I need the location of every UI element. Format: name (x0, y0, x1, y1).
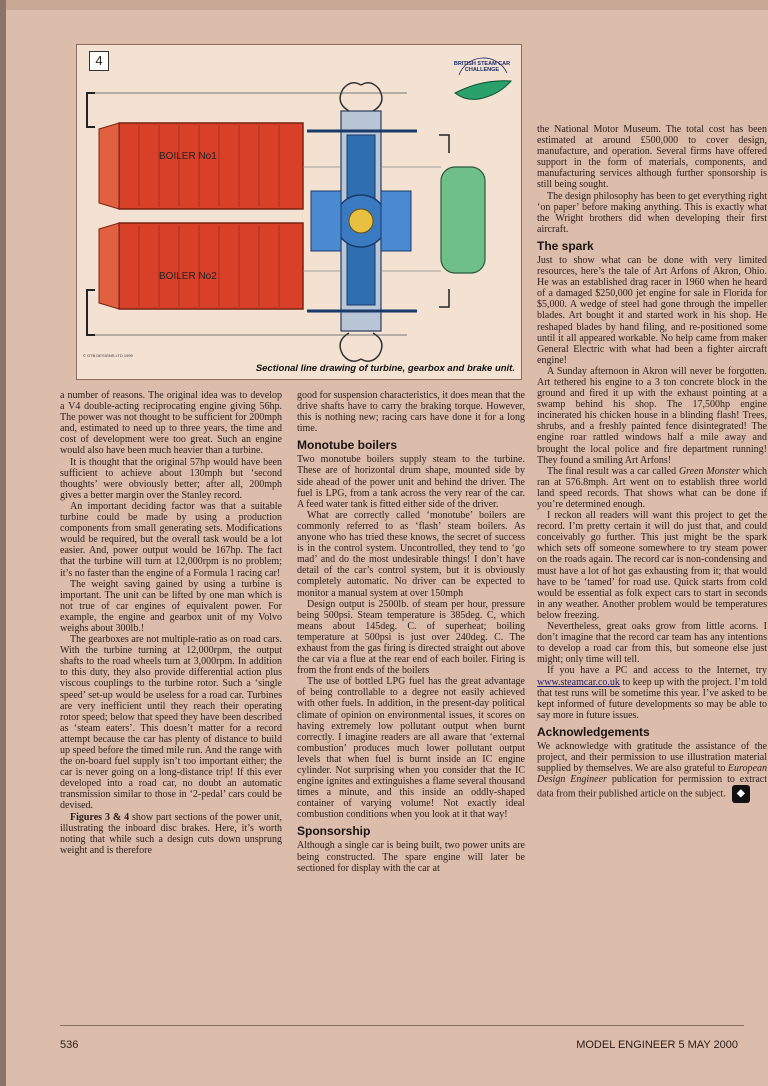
col2-paragraph-2: Two monotube boilers supply steam to the turbine. These are of horizontal drum shape, mounted side by side ahead of the power unit and behind the driver. The fuel is LPG, from a tank across the very rear of the car. A feed water tank is fitted either side of the driver. (297, 454, 525, 510)
col3-paragraph-8 (537, 665, 767, 720)
page-top-edge (0, 0, 768, 10)
steamcar-website-link[interactable]: www.steamcar.co.uk (537, 676, 620, 688)
col1-paragraph-1: a number of reasons. The original idea was to develop a V4 double-acting reciprocating engine giving 56hp. The power was not thought to be sufficient for 200mph and, estimated to need up to three years, the time and cost of development were too great. Such an engine would also have been much heavier than a turbine. (60, 390, 282, 457)
footer-rule (60, 1025, 744, 1026)
steam-car-challenge-logo (449, 51, 515, 113)
col2-paragraph-1: good for suspension characteristics, it does mean that the drive shafts have to carry the braking torque. However, this is nothing new; racing cars have done it for a long time. (297, 390, 525, 435)
col3-paragraph-4: A Sunday afternoon in Akron will never be forgotten. Art tethered his engine to a 3 ton concrete block in the ground and fired it up with the exhaust pointing at a swamp behind his shop. The 17,500hp engine incinerated his chicken house in a blinding flash! Trees, shrubs, and a freshly painted fence disintegrated! The engine roar rattled windows half a mile away and brought the local police and fire department running! They found a smiling Art Arfons! (537, 365, 767, 466)
logo-text: BRITISH STEAM CAR CHALLENGE (453, 61, 511, 73)
col3-paragraph-8-text-a: If you have a PC and access to the Internet, try (547, 665, 767, 677)
end-of-article-icon: ◆ (732, 785, 750, 803)
figure-caption: Sectional line drawing of turbine, gearbox and brake unit. (255, 363, 515, 374)
col1-paragraph-6 (60, 812, 282, 856)
green-monster-name: Green Monster (678, 465, 740, 477)
col3-paragraph-1: the National Motor Museum. The total cost has been estimated at around £500,000 to cover design, manufacture, and operation. Several firms have offered support in the form of materials, components, and manufacturing services although further sponsorship is still being sought. (537, 124, 767, 191)
col3-paragraph-2: The design philosophy has been to get everything right ‘on paper’ before making anything. This is exactly what the Wright brothers did when developing their first aircraft. (537, 190, 767, 235)
figure-copyright: © GTB DESIGNS LTD 1999 (83, 353, 133, 358)
col3-paragraph-5 (537, 466, 767, 510)
col3-paragraph-9-text-a: We acknowledge with gratitude the assistance of the project, and their permission to use illustration material supplied by themselves. We are also grateful to (537, 740, 767, 775)
heading-monotube-boilers: Monotube boilers (297, 438, 397, 453)
figure-4 (76, 44, 522, 380)
heading-the-spark: The spark (537, 238, 594, 253)
column-1 (60, 390, 282, 856)
page-binding-edge (0, 0, 6, 1086)
col2-paragraph-5: The use of bottled LPG fuel has the great advantage of being controllable to a degree not easily achieved with other fuels. In addition, in the present-day political climate of opinion on environmental issues, it scores on having extremely low pollutant output when burnt correctly. I imagine readers are all aware that ‘external combustion’ produces much lower pollutant output levels that when fuel is burnt inside an IC engine cylinder. Not surprising when you consider that the IC engine ignites and extinguishes a flame several thousand times a minute, and this inside an oddly-shaped container of varying volume! Not exactly ideal combustion conditions when you look at it that way! (297, 676, 525, 821)
column-2 (297, 390, 525, 874)
heading-sponsorship: Sponsorship (297, 824, 371, 839)
boiler-2-label: BOILER No2 (159, 271, 217, 282)
col1-paragraph-6-text: show part sections of the power unit, illustrating the inboard disc brakes. Here, it’s worth noting that while such a design cuts down unsprung weight and is therefore (60, 811, 282, 856)
col1-paragraph-2: It is thought that the original 57hp would have been sufficient to achieve about 130mph but ‘second thoughts’ were obviously better; after all, 200mph gives a better margin over the Stanley record. (60, 456, 282, 501)
col2-paragraph-3: What are correctly called ‘monotube’ boilers are commonly referred to as ‘flash’ steam boilers. As anyone who has tried these knows, the secret of success is in the control system. Uncontrolled, they tend to ‘go mad’ and do the most undesirable things! I don’t have detail of the car’s control system, but it is obviously completely automatic. No driver can be expected to monitor a manual system at over 150mph (297, 509, 525, 599)
col2-paragraph-4: Design output is 2500lb. of steam per hour, pressure being 500psi. Steam temperature is 385deg. C, which means about 145deg. C. of superheat; boiling temperature at 500psi is just over 240deg. C. The exhaust from the gas firing is directed straight out above the car via a flue at the rear end of each boiler. Firing is from the front ends of the boilers (297, 598, 525, 677)
col3-paragraph-5-text-b: which ran at 576.8mph. Art went on to establish three world land speed records. That shows what can be done if you’re determined enough. (537, 465, 767, 510)
col3-paragraph-3: Just to show what can be done with very limited resources, here’s the tale of Art Arfons of Akron, Ohio. He was an established drag racer in 1960 when he heard of a damaged $250,000 jet engine for sale in Florida for $5,000. A wedge of steel had gone through the impeller blades. Art bought it and started work in his shop. He reshaped blades by hand filing, and re-positioned some until it all appeared workable. No help came from maker General Electric with what had been a fighter aircraft engine! (537, 254, 767, 366)
figures-reference: Figures 3 & 4 (70, 811, 130, 823)
publication-name: European Design Engineer (537, 763, 767, 786)
col3-paragraph-6: I reckon all readers will want this project to get the record. I’m pretty certain it will do just that, and could conceivably go further. This just might be the spark which sets off someone somewhere to try steam power on the roads again. The record car is non-condensing and must have a lot of hot gas exhausting from it; that would have to be ‘tamed’ for road use. Quick starts from cold would be essential as folk expect cars to start in seconds in any weather. Another problem would be temperatures below freezing. (537, 510, 767, 621)
col3-paragraph-8-text-b: to keep up with the project. I’m told that test runs will be sometime this year. I’ve asked to be kept informed of future developments so may be able to say more in future issues. (537, 676, 767, 721)
issue-line: MODEL ENGINEER 5 MAY 2000 (576, 1039, 738, 1051)
col3-paragraph-9-text-b: publication for permission to extract data from their published article on the subject. (537, 774, 767, 800)
boiler-1-label: BOILER No1 (159, 151, 217, 162)
page-number: 536 (60, 1039, 79, 1051)
col3-paragraph-7: Nevertheless, great oaks grow from little acorns. I don’t imagine that the record car team has any intentions to develop a road car from this, but someone else just might; only time will tell. (537, 621, 767, 666)
col1-paragraph-4: The weight saving gained by using a turbine is important. The unit can be lifted by one man which is not true of car engines of equivalent power. For example, the engine and gearbox unit of my Volvo weighs about 300lb.! (60, 578, 282, 634)
heading-acknowledgements: Acknowledgements (537, 724, 650, 739)
col3-paragraph-5-text-a: The final result was a car called (547, 465, 679, 477)
col1-paragraph-5: The gearboxes are not multiple-ratio as on road cars. With the turbine turning at 12,000rpm, the output shafts to the road wheels turn at 3,000rpm. In addition to this duty, they also provide differential action plus viscous couplings to the turbine rotor. Such a ‘single speed’ set-up would be useless for a road car. Turbines are very inefficient until they reach their operating rotor speed; below that speed they have been described as ‘steam eaters’. This doesn’t matter for a record attempt because the car has plenty of distance to build up speed before the timed mile run. And the range with the on-board fuel supply isn’t too important either; the car is never going on a long-distance trip! If this ever developed into a road car, no doubt an automatic transmission similar to those in ‘2-pedal’ cars could be devised. (60, 634, 282, 812)
figure-number: 4 (89, 51, 109, 71)
column-3 (537, 124, 767, 803)
col3-paragraph-9 (537, 741, 767, 803)
col2-paragraph-6: Although a single car is being built, two power units are being constructed. The spare engine will later be sectioned for display with the car at (297, 840, 525, 874)
col1-paragraph-3: An important deciding factor was that a suitable turbine could be made by using a production components from small generating sets. Modifications would be required, but the overall task would be a lot easier. And, power output would be 167hp. The fact that the turbine will turn at 12,000rpm is no problem; it’s no faster than the engine of a Formula 1 racing car! (60, 500, 282, 579)
